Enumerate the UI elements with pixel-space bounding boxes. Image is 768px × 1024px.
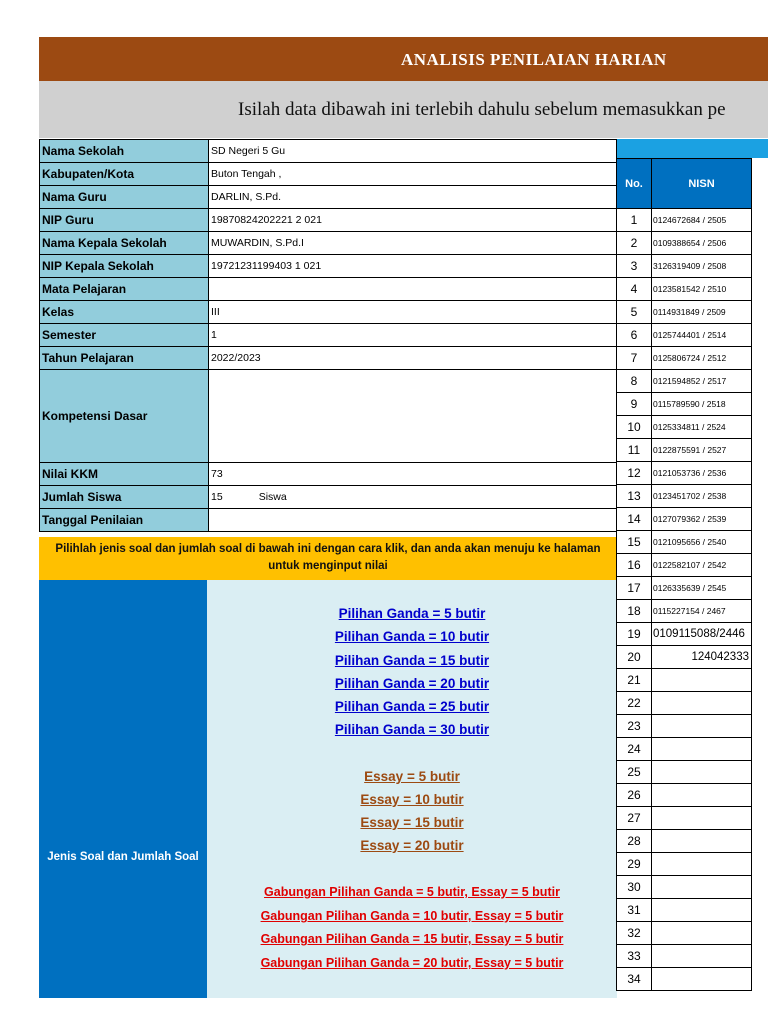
nisn-cell[interactable] — [652, 853, 752, 876]
info-row — [40, 301, 617, 324]
header-tab — [748, 139, 768, 158]
column-header-no: No. — [617, 159, 652, 209]
table-row — [617, 255, 752, 278]
info-label: Nama Sekolah — [40, 140, 209, 163]
info-value: SD Negeri 5 Gu — [211, 145, 286, 157]
row-number: 27 — [617, 807, 652, 830]
info-value-cell[interactable] — [209, 301, 617, 324]
table-row — [617, 508, 752, 531]
info-value-cell[interactable] — [209, 370, 617, 463]
nisn-cell[interactable]: 124042333 — [652, 646, 752, 669]
column-header-nisn: NISN — [652, 159, 752, 209]
info-label: Nama Kepala Sekolah — [40, 232, 209, 255]
nisn-cell[interactable]: 0125806724 / 2512 — [652, 347, 752, 370]
info-value-cell[interactable] — [209, 209, 617, 232]
info-row — [40, 463, 617, 486]
info-row — [40, 140, 617, 163]
info-row — [40, 347, 617, 370]
gabungan-link[interactable]: Gabungan Pilihan Ganda = 5 butir, Essay = 5 butir — [264, 885, 560, 899]
table-row — [617, 416, 752, 439]
nisn-cell[interactable]: 0115789590 / 2518 — [652, 393, 752, 416]
table-row — [617, 577, 752, 600]
nisn-cell[interactable]: 0121053736 / 2536 — [652, 462, 752, 485]
info-value: Buton Tengah , — [211, 168, 282, 180]
info-value-cell[interactable] — [209, 347, 617, 370]
row-number: 15 — [617, 531, 652, 554]
info-value-cell[interactable] — [209, 509, 617, 532]
nisn-cell[interactable]: 0126335639 / 2545 — [652, 577, 752, 600]
info-value: 1 — [211, 329, 217, 341]
nisn-cell[interactable]: 0125334811 / 2524 — [652, 416, 752, 439]
info-value-cell[interactable] — [209, 140, 617, 163]
table-row — [617, 830, 752, 853]
nisn-cell[interactable] — [652, 669, 752, 692]
nisn-cell[interactable] — [652, 922, 752, 945]
table-row — [617, 807, 752, 830]
row-number: 22 — [617, 692, 652, 715]
nisn-cell[interactable]: 0109115088/2446 — [652, 623, 752, 646]
table-row — [617, 209, 752, 232]
table-row — [617, 531, 752, 554]
row-number: 12 — [617, 462, 652, 485]
info-row — [40, 209, 617, 232]
essay-link[interactable]: Essay = 10 butir — [360, 792, 464, 807]
nisn-cell[interactable] — [652, 899, 752, 922]
nisn-cell[interactable]: 0123451702 / 2538 — [652, 485, 752, 508]
page-subtitle: Isilah data dibawah ini terlebih dahulu sebelum memasukkan pe — [39, 81, 768, 138]
table-row — [617, 370, 752, 393]
row-number: 21 — [617, 669, 652, 692]
gabungan-link[interactable]: Gabungan Pilihan Ganda = 10 butir, Essay = 5 butir — [260, 909, 564, 923]
row-number: 25 — [617, 761, 652, 784]
table-row — [617, 692, 752, 715]
row-number: 23 — [617, 715, 652, 738]
row-number: 4 — [617, 278, 652, 301]
info-label: Mata Pelajaran — [40, 278, 209, 301]
info-label: Nama Guru — [40, 186, 209, 209]
info-row — [40, 186, 617, 209]
links-panel — [207, 580, 617, 998]
nisn-cell[interactable]: 3126319409 / 2508 — [652, 255, 752, 278]
row-number: 16 — [617, 554, 652, 577]
info-value: 19870824202221 2 021 — [211, 214, 322, 226]
pilihan-ganda-link[interactable]: Pilihan Ganda = 10 butir — [334, 629, 490, 644]
table-row — [617, 485, 752, 508]
nisn-cell[interactable] — [652, 761, 752, 784]
table-row — [617, 876, 752, 899]
row-number: 11 — [617, 439, 652, 462]
table-row — [617, 738, 752, 761]
table-row — [617, 393, 752, 416]
row-number: 10 — [617, 416, 652, 439]
nisn-cell[interactable]: 0114931849 / 2509 — [652, 301, 752, 324]
nisn-cell[interactable] — [652, 968, 752, 991]
info-row — [40, 232, 617, 255]
table-row — [617, 922, 752, 945]
table-row — [617, 853, 752, 876]
info-unit: Siswa — [258, 491, 287, 503]
nisn-cell[interactable]: 0125744401 / 2514 — [652, 324, 752, 347]
table-row — [617, 945, 752, 968]
table-row — [617, 278, 752, 301]
table-row — [617, 968, 752, 991]
table-row — [617, 347, 752, 370]
table-row — [617, 324, 752, 347]
row-number: 20 — [617, 646, 652, 669]
nisn-cell[interactable]: 0124672684 / 2505 — [652, 209, 752, 232]
row-number: 6 — [617, 324, 652, 347]
info-value-cell[interactable] — [209, 255, 617, 278]
info-value-cell[interactable] — [209, 463, 617, 486]
nisn-cell[interactable] — [652, 807, 752, 830]
info-value-cell[interactable] — [209, 486, 617, 509]
student-table — [616, 158, 752, 991]
info-form — [39, 139, 617, 532]
pilihan-ganda-link[interactable]: Pilihan Ganda = 30 butir — [334, 722, 490, 737]
info-label: Tahun Pelajaran — [40, 347, 209, 370]
instruction-text: Pilihlah jenis soal dan jumlah soal di bawah ini dengan cara klik, dan anda akan menuju ke halaman untuk menginput nilai — [39, 537, 617, 580]
table-row — [617, 669, 752, 692]
nisn-cell[interactable] — [652, 738, 752, 761]
table-row — [617, 899, 752, 922]
row-number: 2 — [617, 232, 652, 255]
essay-link[interactable]: Essay = 5 butir — [364, 769, 460, 784]
table-row — [617, 439, 752, 462]
essay-link[interactable]: Essay = 20 butir — [360, 838, 464, 853]
row-number: 24 — [617, 738, 652, 761]
info-value-cell[interactable] — [209, 186, 617, 209]
row-number: 34 — [617, 968, 652, 991]
nisn-cell[interactable]: 0122582107 / 2542 — [652, 554, 752, 577]
header-strip — [617, 139, 768, 158]
table-row — [617, 761, 752, 784]
row-number: 28 — [617, 830, 652, 853]
table-row — [617, 462, 752, 485]
info-value: DARLIN, S.Pd. — [211, 191, 282, 203]
info-row — [40, 370, 617, 463]
info-value: 73 — [211, 468, 223, 480]
info-label: Semester — [40, 324, 209, 347]
info-row — [40, 278, 617, 301]
row-number: 32 — [617, 922, 652, 945]
info-label: NIP Kepala Sekolah — [40, 255, 209, 278]
table-row — [617, 600, 752, 623]
pilihan-ganda-link[interactable]: Pilihan Ganda = 15 butir — [334, 653, 490, 668]
table-row — [617, 554, 752, 577]
table-row — [617, 232, 752, 255]
info-value: 15 — [211, 491, 223, 503]
row-number: 1 — [617, 209, 652, 232]
info-value: 2022/2023 — [211, 352, 261, 364]
info-value: III — [211, 306, 220, 318]
info-value-cell[interactable] — [209, 324, 617, 347]
row-number: 5 — [617, 301, 652, 324]
table-row — [617, 623, 752, 646]
table-row — [617, 715, 752, 738]
info-value-cell[interactable] — [209, 232, 617, 255]
nisn-cell[interactable]: 0123581542 / 2510 — [652, 278, 752, 301]
info-label: Jumlah Siswa — [40, 486, 209, 509]
info-row — [40, 324, 617, 347]
info-value-cell[interactable] — [209, 163, 617, 186]
info-value: MUWARDIN, S.Pd.I — [211, 237, 304, 249]
info-row — [40, 255, 617, 278]
row-number: 31 — [617, 899, 652, 922]
gabungan-link[interactable]: Gabungan Pilihan Ganda = 20 butir, Essay = 5 butir — [260, 956, 564, 970]
pilihan-ganda-link[interactable]: Pilihan Ganda = 20 butir — [334, 676, 490, 691]
nisn-cell[interactable] — [652, 876, 752, 899]
row-number: 29 — [617, 853, 652, 876]
row-number: 3 — [617, 255, 652, 278]
row-number: 13 — [617, 485, 652, 508]
row-number: 33 — [617, 945, 652, 968]
row-number: 7 — [617, 347, 652, 370]
nisn-cell[interactable]: 0115227154 / 2467 — [652, 600, 752, 623]
info-label: Nilai KKM — [40, 463, 209, 486]
nisn-cell[interactable] — [652, 692, 752, 715]
table-row — [617, 646, 752, 669]
nisn-cell[interactable]: 0127079362 / 2539 — [652, 508, 752, 531]
row-number: 26 — [617, 784, 652, 807]
info-value: 19721231199403 1 021 — [211, 260, 322, 272]
row-number: 8 — [617, 370, 652, 393]
jenis-soal-label: Jenis Soal dan Jumlah Soal — [39, 580, 207, 998]
info-label: Tanggal Penilaian — [40, 509, 209, 532]
row-number: 30 — [617, 876, 652, 899]
gabungan-link[interactable]: Gabungan Pilihan Ganda = 15 butir, Essay = 5 butir — [260, 932, 564, 946]
info-label: Kabupaten/Kota — [40, 163, 209, 186]
info-label: Kompetensi Dasar — [40, 370, 209, 463]
nisn-cell[interactable]: 0121594852 / 2517 — [652, 370, 752, 393]
info-label: Kelas — [40, 301, 209, 324]
row-number: 18 — [617, 600, 652, 623]
info-row — [40, 163, 617, 186]
table-row — [617, 301, 752, 324]
info-value-cell[interactable] — [209, 278, 617, 301]
info-label: NIP Guru — [40, 209, 209, 232]
nisn-cell[interactable] — [652, 830, 752, 853]
nisn-cell[interactable]: 0121095656 / 2540 — [652, 531, 752, 554]
page-title: ANALISIS PENILAIAN HARIAN — [39, 37, 768, 81]
nisn-cell[interactable]: 0109388654 / 2506 — [652, 232, 752, 255]
nisn-cell[interactable] — [652, 945, 752, 968]
nisn-cell[interactable]: 0122875591 / 2527 — [652, 439, 752, 462]
table-row — [617, 784, 752, 807]
pilihan-ganda-link[interactable]: Pilihan Ganda = 25 butir — [334, 699, 490, 714]
pilihan-ganda-link[interactable]: Pilihan Ganda = 5 butir — [338, 606, 486, 621]
row-number: 14 — [617, 508, 652, 531]
nisn-cell[interactable] — [652, 715, 752, 738]
row-number: 17 — [617, 577, 652, 600]
info-row — [40, 509, 617, 532]
essay-link[interactable]: Essay = 15 butir — [360, 815, 464, 830]
row-number: 19 — [617, 623, 652, 646]
nisn-cell[interactable] — [652, 784, 752, 807]
row-number: 9 — [617, 393, 652, 416]
info-row — [40, 486, 617, 509]
